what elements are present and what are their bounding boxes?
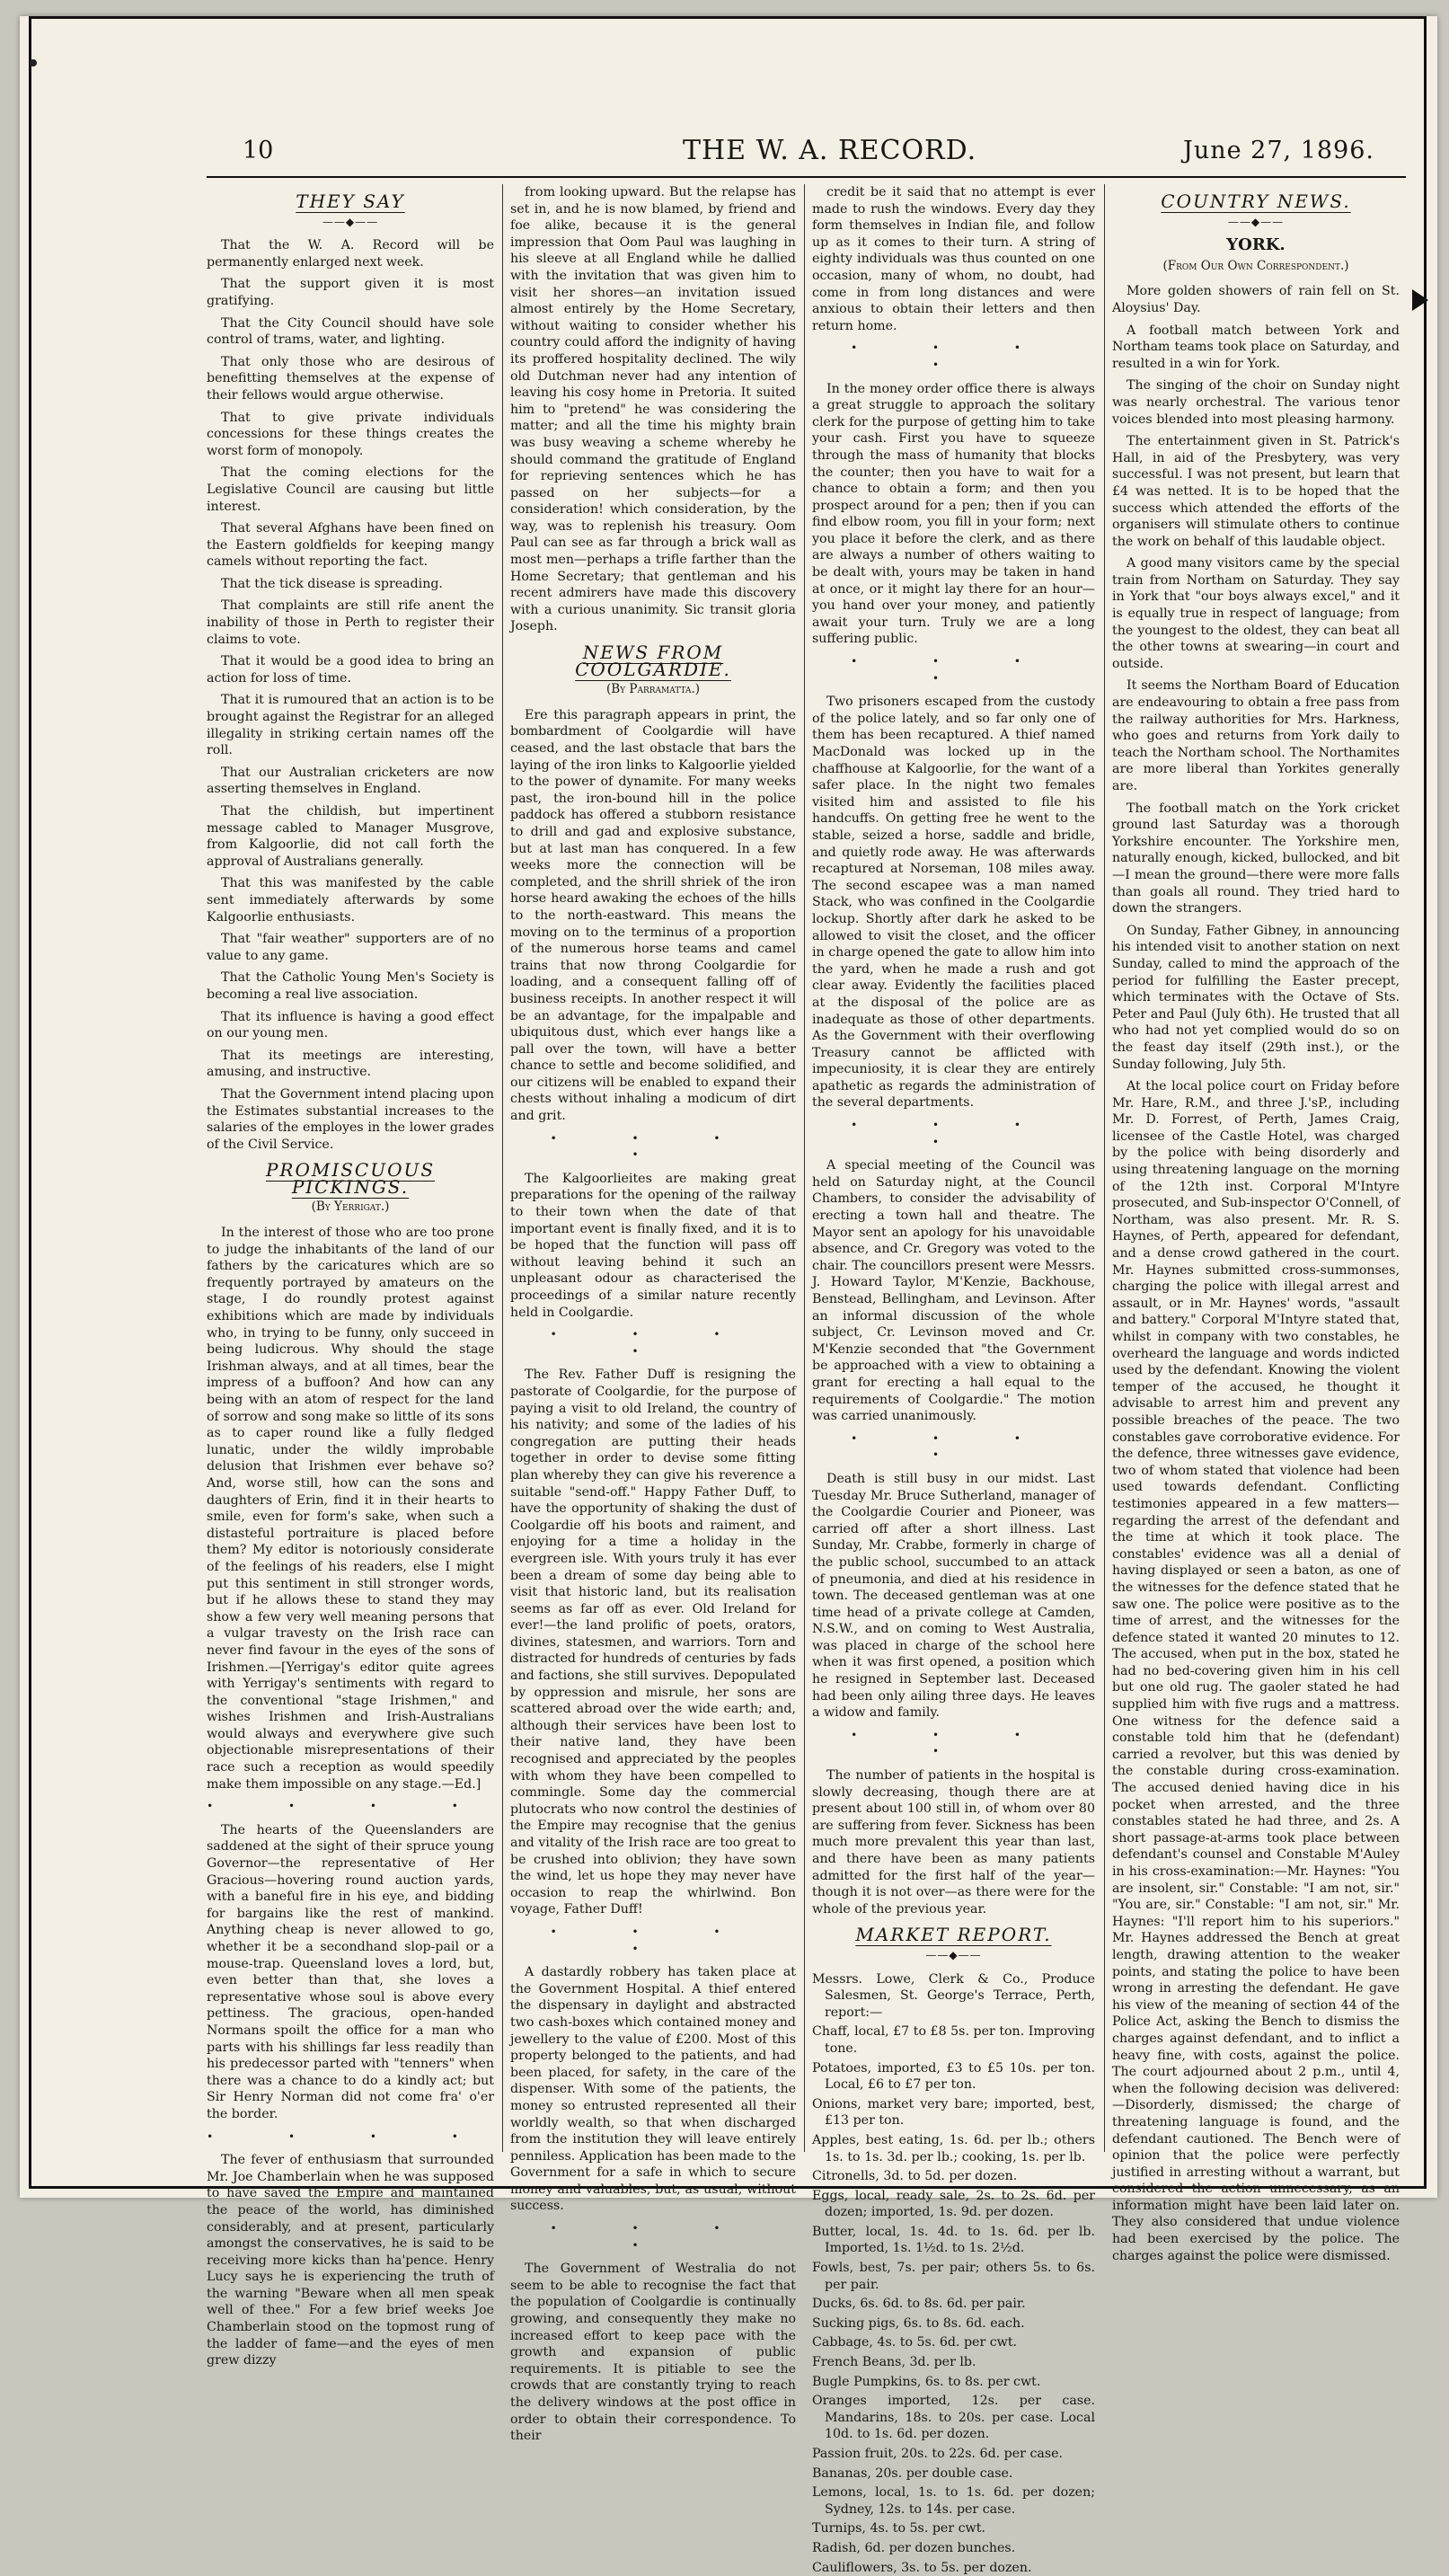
paragraph: A special meeting of the Council was held on Saturday night, at the Council Chambers, to consider the advisability of erecting a town hall and theatre. The Mayor sent an apology for his unavoidable absence, and Cr. Gregory was voted to the chair. The councillors present were Messrs. J. Howard Taylor, M'Kenzie, Backhouse, Benstead, Bellingham, and Levinson. After an informal discussion of the whole subject, Cr. Levinson moved and Cr. M'Kenzie seconded that "the Government be approached with a view to obtaining a grant for erecting a hall equal to the requirements of Coolgardie." The motion was carried unanimously. <box>812 1158 1095 1424</box>
paragraph: At the local police court on Friday before Mr. Hare, R.M., and three J.'sP., including Mr. D. Forrest, of Perth, James Craig, licensee of the Castle Hotel, was charged by the police with being disorderly and using threatening language on the morning of the 12th inst. Corporal M'Intyre prosecuted, and Sub-inspector O'Connell, of Northam, was also present. Mr. R. S. Haynes, of Perth, appeared for defendant, and a dense crowd gathered in the court. Mr. Haynes submitted cross-summonses, charging the police with illegal arrest and assault, or in Mr. Haynes' words, "assault and battery." Corporal M'Intyre stated that, whilst in company with two constables, he overheard the language and words indicted used by the defendant. Knowing the violent temper of the accused, he thought it advisable to arrest him and prevent any possible breaches of the peace. The two constables gave corroborative evidence. For the defence, three witnesses gave evidence, two of whom stated that violence had been used towards defendant. Conflicting testimonies appeared in a few matters—regarding the arrest of the defendant and the time at which it took place. The constables' evidence was all a denial of having displayed or seen a baton, as one of the witnesses for the defence stated that he saw one. The police were positive as to the time of arrest, and the witnesses for the defence stated it wanted 20 minutes to 12. The accused, when put in the box, stated he had no bed-covering given him in his cell but one old rug. The gaoler stated he had supplied him with five rugs and a mattress. One witness for the defence said a constable told him that he (defendant) carried a revolver, but this was denied by the constable during cross-examination. The accused denied having dice in his pocket when arrested, and the three constables stated he had three, and 2s. A short passage-at-arms took place between defendant's counsel and Constable M'Auley in his cross-examination:—Mr. Haynes: "You are insolent, sir." Constable: "I am not, sir." "You are, sir." Constable: "I am not, sir." Mr. Haynes: "I'll report him to his superiors." Mr. Haynes addressed the Bench at great length, drawing attention to the weaker points, and stating the police to have been wrong in arresting the defendant. He gave his view of the meaning of section 44 of the Police Act, asking the Bench to dismiss the charges against defendant, and to inflict a heavy fine, with costs, against the police. The court adjourned about 2 p.m., until 4, when the following decision was delivered:—Disorderly, dismissed; the charge of threatening language is found, and the defendant cautioned. The Bench were of opinion that the police were perfectly justified in arresting without a warrant, but considered the action unnecessary, as an information might have been laid later on. They also considered that undue violence had been exercised by the police. The charges against the police were dismissed. <box>1112 1079 1400 2263</box>
page-number: 10 <box>243 137 274 164</box>
column-3 <box>812 184 1095 2575</box>
they-say-body <box>207 237 494 1153</box>
york-heading: YORK. <box>1226 235 1286 255</box>
section-separator: • • • • <box>550 2222 756 2252</box>
paragraph: That only those who are desirous of benefitting themselves at the expense of their fellows would argue otherwise. <box>207 354 494 403</box>
coolgardie-continued-body <box>812 184 1095 1917</box>
paragraph: The hearts of the Queenslanders are saddened at the sight of their spruce young Governor—the representative of Her Gracious—hovering round auction yards, with a baneful fire in his eye, and bidding for bargains like the rest of mankind. Anything cheap is never allowed to go, whether it be a secondhand slop-pail or a mouse-trap. Queensland loves a lord, but, even better than that, she loves a representative whose soul is above every pettiness. The gracious, open-handed Normans spoilt the office for a man who parts with his shillings far less readily than his predecessor parted with "tenners" when there was a chance to do a kindly act; but Sir Henry Norman did not come fra' o'er the border. <box>207 1822 494 2121</box>
byline: (By Yerrigat.) <box>311 1199 390 1215</box>
section-separator: • • • • <box>851 1728 1056 1758</box>
paragraph: Citronells, 3d. to 5d. per dozen. <box>812 2169 1018 2184</box>
section-separator: • • • • <box>851 655 1056 685</box>
paragraph: Ducks, 6s. 6d. to 8s. 6d. per pair. <box>812 2297 1026 2312</box>
paragraph: The singing of the choir on Sunday night was nearly orchestral. The various tenor voices blended into most pleasing harmony. <box>1112 378 1400 427</box>
paragraph: A dastardly robbery has taken place at the Government Hospital. A thief entered the dispensary in daylight and abstracted two cash-boxes which contained money and jewellery to the value of £200. Most of this property belonged to the patients, and had been placed, for safety, in the care of the dispenser. With some of the patients, the money so entrusted represented all their worldly wealth, so that when discharged from the institution they will leave entirely penniless. Application has been made to the Government for a safe in which to secure money and valuables, but, as usual, without success. <box>510 1965 796 2214</box>
header-rule <box>207 176 1406 178</box>
paragraph: Death is still busy in our midst. Last Tuesday Mr. Bruce Sutherland, manager of the Coolgardie Courier and Pioneer, was carried off after a short illness. Last Sunday, Mr. Crabbe, formerly in charge of the public school, succumbed to an attack of pneumonia, and died at his residence in town. The deceased gentleman was at one time head of a private college at Camden, N.S.W., and on coming to West Australia, was placed in charge of the school here when it was first opened, a position which he resigned in September last. Deceased had been only ailing three days. He leaves a widow and family. <box>812 1471 1095 1721</box>
paragraph: The Rev. Father Duff is resigning the pastorate of Coolgardie, for the purpose of paying a visit to old Ireland, the country of his nativity; and some of the ladies of his congregation are putting their heads together in order to devise some fitting plan whereby they can give his reverence a suitable "send-off." Happy Father Duff, to have the opportunity of shaking the dust of Coolgardie off his boots and raiment, and enjoying for a time a holiday in the evergreen isle. With yours truly it has ever been a dream of some day being able to visit that historic land, but its realisation seems as far off as ever. Old Ireland for ever!—the land prolific of poets, orators, divines, statesmen, and warriors. Torn and distracted for hundreds of centuries by fads and factions, she still survives. Depopulated by oppression and misrule, her sons are scattered abroad over the wide earth; and, although their services have been lost to their native land, they have been recognised and appreciated by the peoples with whom they have been compelled to commingle. Some day the commercial plutocrats who now control the destinies of the Empire may recognise that the genius and vitality of the Irish race are too great to be crushed into oblivion; they have sown the wind, let us hope they may never have occasion to reap the whirlwind. Bon voyage, Father Duff! <box>510 1368 796 1917</box>
paragraph: That the Catholic Young Men's Society is becoming a real live association. <box>207 970 494 1002</box>
paragraph: That its influence is having a good effect on our young men. <box>207 1009 494 1041</box>
paragraph: Butter, local, 1s. 4d. to 1s. 6d. per lb. Imported, 1s. 1½d. to 1s. 2½d. <box>812 2224 1095 2256</box>
paragraph: The football match on the York cricket ground last Saturday was a thorough Yorkshire encounter. The Yorkshire men, naturally enough, kicked, bullocked, and bit—I mean the ground—there were more falls than goals all round. They tried hard to down the strangers. <box>1112 801 1400 916</box>
section-separator: • • • • <box>851 1119 1056 1148</box>
paragraph: That the coming elections for the Legislative Council are causing but little interest. <box>207 465 494 514</box>
masthead: THE W. A. RECORD. <box>683 135 977 166</box>
paragraph: Cabbage, 4s. to 5s. 6d. per cwt. <box>812 2335 1018 2350</box>
byline: (From Our Own Correspondent.) <box>1162 258 1349 273</box>
paragraph: That its meetings are interesting, amusing, and instructive. <box>207 1048 494 1080</box>
paragraph: Cauliflowers, 3s. to 5s. per dozen. <box>812 2560 1032 2575</box>
paragraph: Bananas, 20s. per double case. <box>812 2465 1013 2481</box>
paragraph: Two prisoners escaped from the custody of the police lately, and so far only one of them has been recaptured. A thief named MacDonald was locked up in the chaffhouse at Kalgoorlie, for the want of a safer place. In the night two females visited him and assisted to file his handcuffs. On getting free he went to the stable, seized a horse, saddle and bridle, and quietly rode away. He was afterwards recaptured at Norseman, 108 miles away. The second escapee was a man named Stack, who was confined in the Coolgardie lockup. Shortly after dark he asked to be allowed to visit the closet, and the officer in charge opened the gate to allow him into the yard, when he made a rush and got clear away. Evidently the facilities placed at the disposal of the police are as inadequate as those of other departments. As the Government with their overflowing Treasury cannot be afflicted with impecuniosity, it is clear they are entirely apathetic as regards the administration of the several departments. <box>812 695 1095 1111</box>
paragraph: The Kalgoorlieites are making great preparations for the opening of the railway to their town when the date of that important event is finally fixed, and it is to be hoped that the function will pass off without leaving behind it such an unpleasant odour as characterised the proceedings of a similar nature recently held in Coolgardie. <box>510 1171 796 1320</box>
country-news-heading: COUNTRY NEWS. <box>1161 190 1351 212</box>
paragraph: In the money order office there is always a great struggle to approach the solitary clerk for the purpose of getting him to take your cash. First you have to squeeze through the mass of humanity that blocks the counter; then you have to wait for a chance to obtain a form; and then you prospect around for a pen; then if you can find elbow room, you fill in your form; next you place it before the clerk, and as there are always a number of others waiting to be dealt with, yours may be taken in hand at once, or it might lay there for an hour—you hand over your money, and patiently await your turn. Truly we are a long suffering public. <box>812 381 1095 647</box>
section-separator: • • • • <box>550 1925 756 1955</box>
ornament: ——◆—— <box>925 1948 982 1961</box>
section-separator: • • • • <box>207 2129 494 2143</box>
section-separator: • • • • <box>550 1131 756 1162</box>
paragraph: That several Afghans have been fined on the Eastern goldfields for keeping mangy camels without reporting the fact. <box>207 521 494 570</box>
byline: (By Parramatta.) <box>605 682 701 697</box>
paragraph: On Sunday, Father Gibney, in announcing his intended visit to another station on next Sunday, called to mind the approach of the period for fulfilling the Easter precept, which terminates with the Octave of Sts. Peter and Paul (July 6th). He trusted that all who had not yet complied would do so on the feast day itself (29th inst.), or the Sunday following, July 5th. <box>1112 923 1400 1072</box>
paragraph: That the Government intend placing upon the Estimates substantial increases to the salaries of the employes in the lower grades of the Civil Service. <box>207 1086 494 1152</box>
ornament: ——◆—— <box>322 215 379 228</box>
paragraph: Chaff, local, £7 to £8 5s. per ton. Improving tone. <box>812 2024 1095 2056</box>
column-2 <box>510 184 796 2444</box>
paragraph: Lemons, local, 1s. to 1s. 6d. per dozen; Sydney, 12s. to 14s. per case. <box>812 2485 1095 2517</box>
paragraph: A good many visitors came by the special train from Northam on Saturday. They say in York that "our boys always excel," and it is equally true in respect of language; from the youngest to the oldest, they can beat all the other towns at swearing—in court and outside. <box>1112 556 1400 671</box>
paragraph: It seems the Northam Board of Education are endeavouring to obtain a free pass from the railway authorities for Mrs. Harkness, who goes and returns from York daily to teach the Northam school. The Northamites are more liberal than Yorkites generally are. <box>1112 678 1400 793</box>
paragraph: That the W. A. Record will be permanently enlarged next week. <box>207 238 494 270</box>
market-items <box>812 2023 1095 2576</box>
paragraph: The entertainment given in St. Patrick's Hall, in aid of the Presbytery, was very successful. I was not present, but learn that £4 was netted. It is to be hoped that the success which attended the efforts of the organisers will stimulate others to continue the work on behalf of this laudable object. <box>1112 434 1400 549</box>
paragraph: In the interest of those who are too prone to judge the inhabitants of the land of our fathers by the caricatures which are so frequently portrayed by amateurs on the stage, I do roundly protest against exhibitions which are made by individuals who, in trying to be funny, only succeed in being ludicrous. Why should the stage Irishman always, and at all times, bear the impress of a buffoon? And how can any being with an atom of respect for the land of sorrow and song make so little of its sons as to caper round like a fully fledged lunatic, under the wildly improbable delusion that Irishmen ever behave so? And, worse still, how can the sons and daughters of Erin, find it in their hearts to smile, even for form's sake, when such a distasteful portraiture is placed before them? My editor is notoriously considerate of the feelings of his readers, else I might put this sentiment in still stronger words, but if he allows these to stand they may show a few very well meaning persons that a vulgar travesty on the Irish race can never find favour in the eyes of the sons of Irishmen.—[Yerrigay's editor quite agrees with Yerrigay's sentiments with regard to the conventional "stage Irishmen," and wishes Irishmen and Irish-Australians would always and everywhere give such objectionable misrepresentations of their race such a reception as would speedily make them impossible on any stage.—Ed.] <box>207 1226 494 1792</box>
they-say-heading: THEY SAY <box>296 190 405 212</box>
paragraph: The number of patients in the hospital is slowly decreasing, though there are at present about 100 still in, of whom over 80 are suffering from fever. Sickness has been much more prevalent this year than last, and there have been as many patients admitted for the first half of the year—though it is not over—as there were for the whole of the previous year. <box>812 1768 1095 1917</box>
paragraph: Onions, market very bare; imported, best, £13 per ton. <box>812 2096 1095 2129</box>
promiscuous-pickings-heading: PROMISCUOUS PICKINGS. <box>265 1159 436 1198</box>
paragraph: That to give private individuals concessions for these things creates the worst form of monopoly. <box>207 410 494 458</box>
paragraph: That the City Council should have sole control of trams, water, and lighting. <box>207 315 494 348</box>
column-1 <box>207 184 494 2368</box>
column-rule <box>502 184 503 2152</box>
registration-mark-icon <box>1412 289 1428 311</box>
paragraph: Bugle Pumpkins, 6s. to 8s. per cwt. <box>812 2374 1041 2389</box>
paragraph: That "fair weather" supporters are of no value to any game. <box>207 932 494 963</box>
market-report <box>812 1971 1095 2576</box>
paragraph: That our Australian cricketers are now asserting themselves in England. <box>207 765 494 797</box>
section-separator: • • • • <box>851 341 1056 371</box>
section-separator: • • • • <box>207 1800 494 1813</box>
paragraph: The fever of enthusiasm that surrounded Mr. Joe Chamberlain when he was supposed to have saved the Empire and maintained the peace of the world, has diminished considerably, and at present, particularly amongst the conservatives, he is said to be receiving more kicks than ha'pence. Henry Lucy says he is experiencing the truth of the warning "Beware when all men speak well of thee." For a few brief weeks Joe Chamberlain stood on the topmost rung of the ladder of fame—and the eyes of men grew dizzy <box>207 2153 494 2368</box>
section-separator: • • • • <box>851 1431 1056 1462</box>
paragraph: That the support given it is most gratifying. <box>207 277 494 308</box>
paragraph: That complaints are still rife anent the inability of those in Perth to register their claims to vote. <box>207 598 494 647</box>
paragraph: That the tick disease is spreading. <box>221 576 443 591</box>
paragraph: French Beans, 3d. per lb. <box>812 2355 976 2370</box>
paragraph: That this was manifested by the cable sent immediately afterwards by some Kalgoorlie enthusiasts. <box>207 876 494 925</box>
paragraph: Passion fruit, 20s. to 22s. 6d. per case. <box>812 2447 1064 2461</box>
paragraph: Fowls, best, 7s. per pair; others 5s. to 6s. per pair. <box>812 2261 1095 2292</box>
york-news-body <box>1112 283 1400 2264</box>
paragraph: from looking upward. But the relapse has set in, and he is now blamed, by friend and foe alike, because it is the general impression that Oom Paul was laughing in his sleeve at all England while he dallied with the invitation that was given him to visit her shores—an invitation issued almost entirely by the Home Secretary, without waiting to consider whether his country could afford the indignity of having its proffered hospitality declined. The wily old Dutchman never had any intention of leaving his cosy home in Pretoria. It suited him to "pretend" he was considering the matter; and all the time his mighty brain was busy weaving a scheme whereby he should command the gratitude of England for reprieving sentences which he has passed on her subjects—for a consideration! which consideration, by the way, was to replenish his treasury. Oom Paul can see as far through a brick wall as most men—perhaps a trifle farther than the Home Secretary; that gentleman and his recent admirers have made this discovery with a curious unanimity. Sic transit gloria Joseph. <box>510 185 796 634</box>
paragraph: The Government of Westralia do not seem to be able to recognise the fact that the population of Coolgardie is continually growing, and consequently they make no increased effort to keep pace with the growth and expansion of public requirements. It is pitiable to see the crowds that are constantly trying to reach the delivery windows at the post office in order to obtain their correspondence. To their <box>510 2262 796 2444</box>
coolgardie-body <box>510 707 796 2445</box>
paragraph: That the childish, but impertinent message cabled to Manager Musgrove, from Kalgoorlie, did not call forth the approval of Australians generally. <box>207 804 494 869</box>
paragraph: Turnips, 4s. to 5s. per cwt. <box>812 2521 985 2536</box>
paragraph: That it would be a good idea to bring an action for loss of time. <box>207 654 494 686</box>
paragraph: Radish, 6d. per dozen bunches. <box>812 2540 1016 2555</box>
scan-dot-icon <box>30 59 37 66</box>
column-rule <box>804 184 805 2152</box>
column-rule <box>1104 184 1105 2152</box>
paragraph: A football match between York and Northam teams took place on Saturday, and resulted in a win for York. <box>1112 323 1400 371</box>
paragraph: That it is rumoured that an action is to be brought against the Registrar for an alleged illegality in striking certain names off the roll. <box>207 693 494 758</box>
market-intro: Messrs. Lowe, Clerk & Co., Produce Salesmen, St. George's Terrace, Perth, report:— <box>812 1971 1095 2020</box>
section-separator: • • • • <box>550 1328 756 1358</box>
issue-date: June 27, 1896. <box>1183 137 1374 164</box>
continued-article-body <box>510 184 796 635</box>
paragraph: Sucking pigs, 6s. to 8s. 6d. each. <box>812 2315 1025 2331</box>
paragraph: Ere this paragraph appears in print, the bombardment of Coolgardie will have ceased, and the last obstacle that bars the laying of the iron links to Kalgoorlie yielded to the power of dynamite. For many weeks past, the iron-bound hill in the police paddock has offered a stubborn resistance to drill and gad and explosive substance, but at last man has conquered. In a few weeks more the connection will be completed, and the shrill shriek of the iron horse heard awaking the echoes of the hills to the north-eastward. This means the moving on to the terminus of a proportion of the numerous horse teams and camel trains that now throng Coolgardie for loading, and a consequent falling off of business receipts. In another respect it will be an advantage, for the impalpable and ubiquitous dust, which ever hangs like a pall over the town, will have a better chance to settle and become solidified, and our citizens will be enabled to expand their chests without inhaling a modicum of dirt and grit. <box>510 707 796 1124</box>
paragraph: Eggs, local, ready sale, 2s. to 2s. 6d. per dozen; imported, 1s. 9d. per dozen. <box>812 2188 1095 2220</box>
ornament: ——◆—— <box>1227 215 1285 228</box>
paragraph: Potatoes, imported, £3 to £5 10s. per ton. Local, £6 to £7 per ton. <box>812 2060 1095 2093</box>
market-report-heading: MARKET REPORT. <box>855 1924 1052 1946</box>
paragraph: Oranges imported, 12s. per case. Mandarins, 18s. to 20s. per case. Local 10d. to 1s. 6d. per dozen. <box>812 2394 1095 2442</box>
news-from-coolgardie-heading: NEWS FROM COOLGARDIE. <box>575 642 731 680</box>
paragraph: credit be it said that no attempt is ever made to rush the windows. Every day they form themselves in Indian file, and follow up as it comes to their turn. A string of eighty individuals was thus counted on one occasion, many of whom, no doubt, had come in from long distances and were anxious to obtain their letters and then return home. <box>812 185 1095 333</box>
paragraph: Apples, best eating, 1s. 6d. per lb.; others 1s. to 1s. 3d. per lb.; cooking, 1s. per lb. <box>812 2132 1095 2164</box>
promiscuous-pickings-body <box>207 1225 494 2369</box>
paragraph: More golden showers of rain fell on St. Aloysius' Day. <box>1112 284 1400 315</box>
page-header <box>220 133 1415 178</box>
column-4 <box>1112 184 1400 2263</box>
